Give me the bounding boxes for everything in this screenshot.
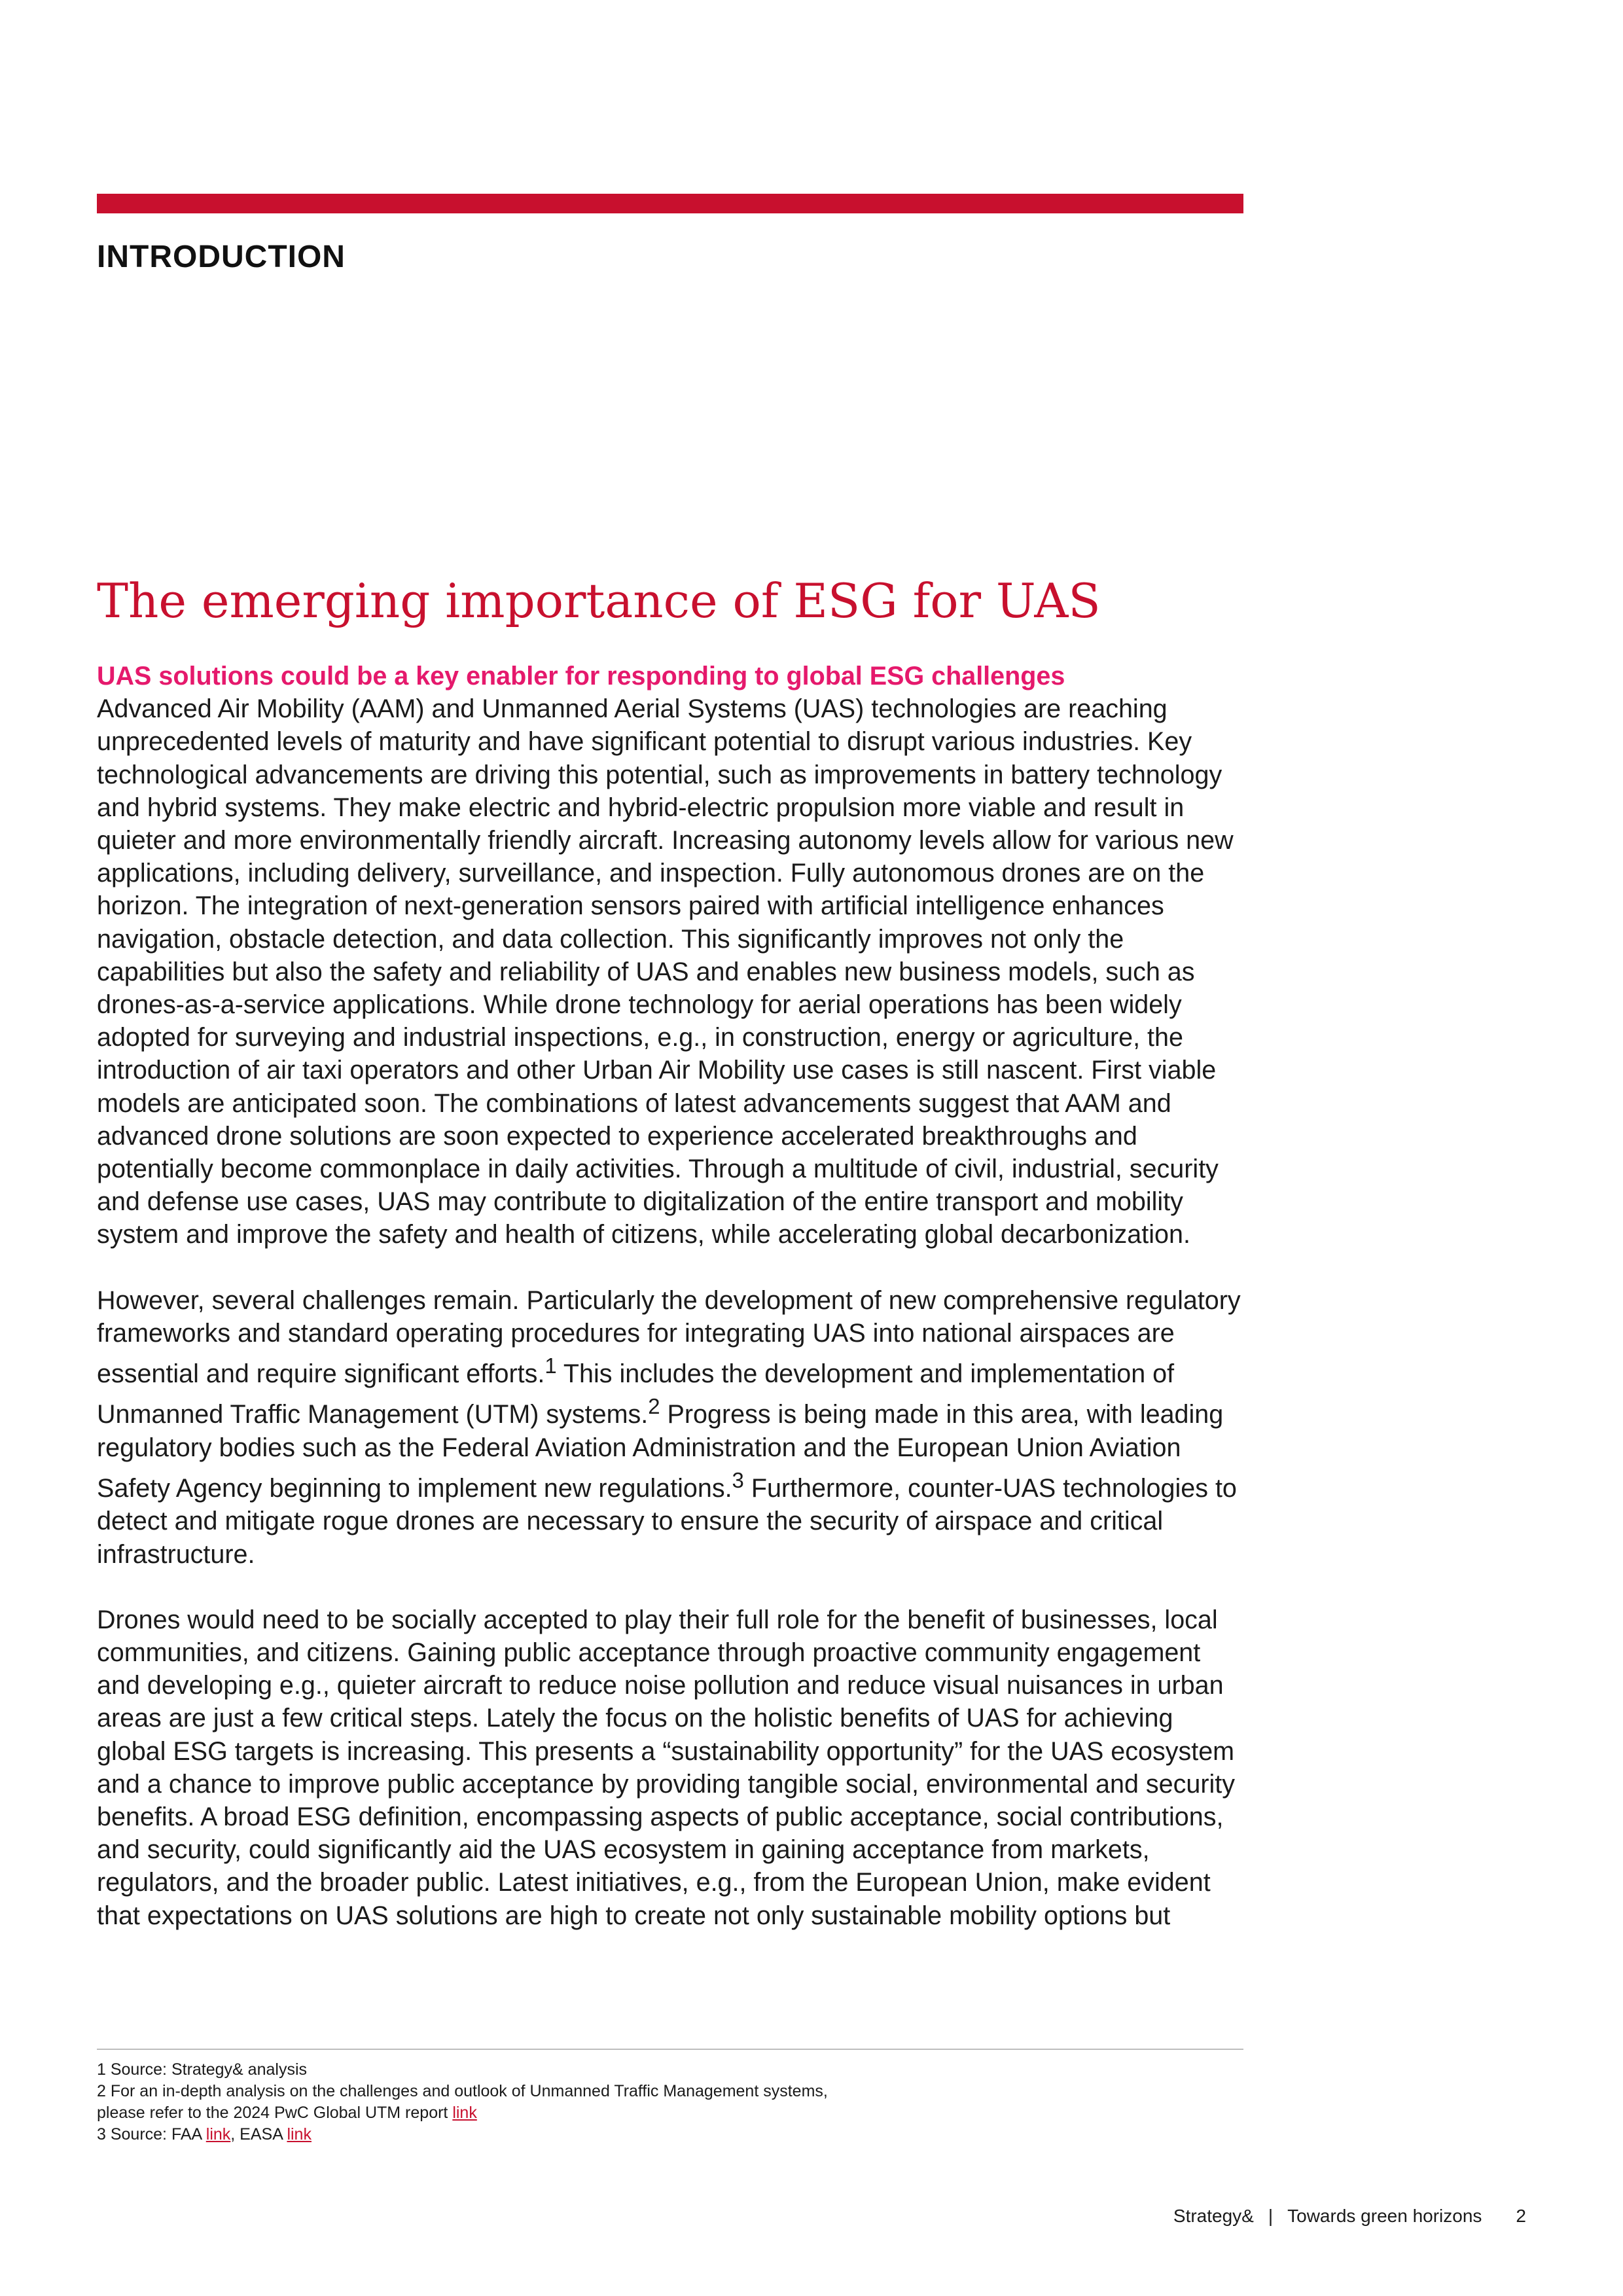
footnote-ref-2: 2 — [648, 1394, 660, 1419]
paragraph-3 — [97, 1604, 1249, 1932]
page-title: The emerging importance of ESG for UAS — [97, 573, 1101, 628]
footnote-3 — [97, 2124, 1209, 2145]
top-accent-rule — [97, 194, 1243, 213]
footnote-2-line-2 — [97, 2102, 1209, 2124]
footnote-2-line-1: 2 For an in-depth analysis on the challenges and outlook of Unmanned Traffic Management systems, — [97, 2082, 828, 2100]
paragraph-2 — [97, 1284, 1249, 1571]
body-text — [97, 660, 1249, 1965]
utm-report-link[interactable]: link — [452, 2104, 477, 2122]
paragraph-3-text: Drones would need to be socially accepted to play their full role for the benefit of businesses, local communities, and citizens. Gaining public acceptance through proactive community engagement and developing e.g., quieter aircraft to reduce noise pollution and reduce visual nuisances in urban areas are just a few critical steps. Lately the focus on the holistic benefits of UAS for achieving global ESG targets is increasing. This presents a “sustainability opportunity” for the UAS ecosystem and a chance to improve public acceptance by providing tangible social, environmental and security benefits. A broad ESG definition, encompassing aspects of public acceptance, social contributions, and security, could significantly aid the UAS ecosystem in gaining acceptance from markets, regulators, and the broader public. Latest initiatives, e.g., from the European Union, make evident that expectations on UAS solutions are high to create not only sustainable mobility options but — [97, 1605, 1236, 1930]
paragraph-2-text-d: Furthermore, counter-UAS technologies to detect and mitigate rogue drones are necessary to ensure the security of airspace and critical infrastructure. — [97, 1474, 1237, 1569]
footnote-3-mid: , EASA — [230, 2125, 287, 2144]
paragraph-1 — [97, 660, 1249, 1251]
footer-separator: | — [1268, 2206, 1274, 2226]
footnote-ref-1: 1 — [544, 1354, 557, 1378]
page-number: 2 — [1516, 2206, 1526, 2226]
footnote-ref-3: 3 — [732, 1467, 744, 1492]
subheading: UAS solutions could be a key enabler for responding to global ESG challenges — [97, 662, 1065, 691]
footnote-3-prefix: 3 Source: FAA — [97, 2125, 206, 2144]
section-label: INTRODUCTION — [97, 240, 346, 274]
faa-link[interactable]: link — [205, 2125, 231, 2144]
paragraph-2-text-a: However, several challenges remain. Particularly the development of new comprehensive regulatory frameworks and standard operating procedures for integrating UAS into national airspaces are essential and require significant efforts. — [97, 1285, 1241, 1389]
footnote-divider — [97, 2049, 1243, 2050]
footnote-1: 1 Source: Strategy& analysis — [97, 2060, 307, 2079]
footnotes — [97, 2059, 1209, 2145]
page-footer — [1173, 2206, 1526, 2227]
paragraph-2-text-c: Progress is being made in this area, with leading regulatory bodies such as the Federal Aviation Administration and the European Union Aviation Safety Agency beginning to implement new regulations. — [97, 1400, 1224, 1503]
paragraph-2-text-b: This includes the development and implementation of Unmanned Traffic Management (UTM) systems. — [97, 1359, 1175, 1429]
paragraph-1-text: Advanced Air Mobility (AAM) and Unmanned Aerial Systems (UAS) technologies are reaching unprecedented levels of maturity and have significant potential to disrupt various industries. Key technological advancements are driving this potential, such as improvements in battery technology and hybrid systems. They make electric and hybrid-electric propulsion more viable and result in quieter and more environmentally friendly aircraft. Increasing autonomy levels allow for various new applications, including delivery, surveillance, and inspection. Fully autonomous drones are on the horizon. The integration of next-generation sensors paired with artificial intelligence enhances navigation, obstacle detection, and data collection. This significantly improves not only the capabilities but also the safety and reliability of UAS and enables new business models, such as drones-as-a-service applications. While drone technology for aerial operations has been widely adopted for surveying and industrial inspections, e.g., in construction, energy or agriculture, the introduction of air taxi operators and other Urban Air Mobility use cases is still nascent. First viable models are anticipated soon. The combinations of latest advancements suggest that AAM and advanced drone solutions are soon expected to experience accelerated breakthroughs and potentially become commonplace in daily activities. Through a multitude of civil, industrial, security and defense use cases, UAS may contribute to digitalization of the entire transport and mobility system and improve the safety and health of citizens, while accelerating global decarbonization. — [97, 694, 1234, 1249]
footer-brand: Strategy& — [1173, 2206, 1254, 2226]
footer-doc-title: Towards green horizons — [1287, 2206, 1482, 2226]
easa-link[interactable]: link — [287, 2125, 312, 2144]
footnote-2-text: please refer to the 2024 PwC Global UTM report — [97, 2104, 453, 2122]
